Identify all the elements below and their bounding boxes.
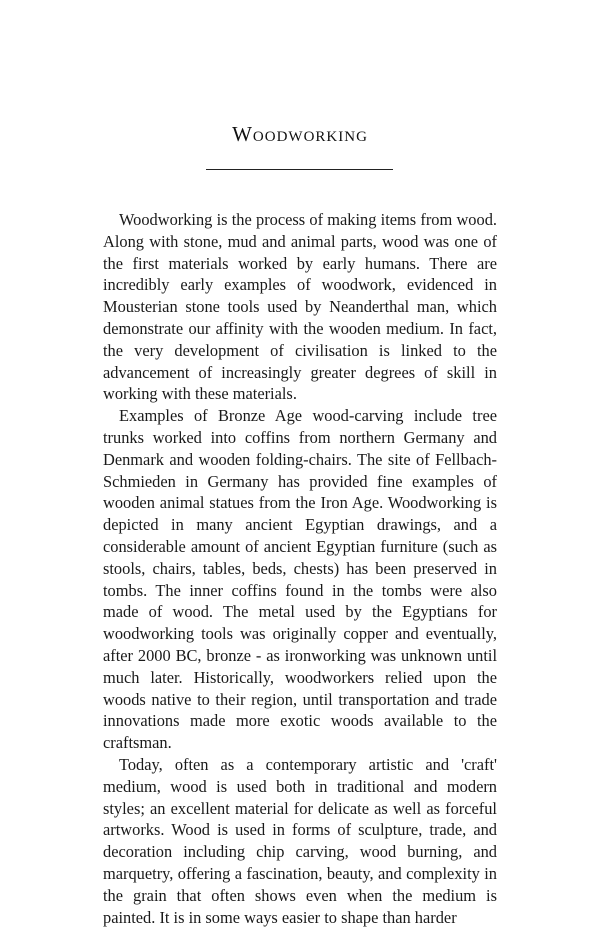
paragraph: Woodworking is the process of making items from wood. Along with stone, mud and animal parts, wood was one of the first materials worked by early humans. There are incredibly early examples of woodwork, evidenced in Mousterian stone tools used by Neanderthal man, which demonstrate our affinity with the wooden medium. In fact, the very development of civilisation is linked to the advancement of increasingly greater degrees of skill in working with these materials. (103, 210, 497, 404)
chapter-title: Woodworking (232, 122, 368, 146)
title-divider (206, 169, 393, 170)
paragraph: Today, often as a contemporary artistic and 'craft' medium, wood is used both in traditional and modern styles; an excellent material for delicate as well as forceful artworks. Wood is used in forms of sculpture, trade, and decoration including chip carving, wood burning, and marquetry, offering a fascination, beauty, and complexity in the grain that often shows even when the medium is painted. It is in some ways easier to shape than harder (103, 754, 497, 927)
paragraph: Examples of Bronze Age wood-carving include tree trunks worked into coffins from northern Germany and Denmark and wooden folding-chairs. The site of Fellbach-Schmieden in Germany has provided fine examples of wooden animal statues from the Iron Age. Woodworking is depicted in many ancient Egyptian drawings, and a considerable amount of ancient Egyptian furniture (such as stools, chairs, tables, beds, chests) has been preserved in tombs. The inner coffins found in the tombs were also made of wood. The metal used by the Egyptians for woodworking tools was originally copper and eventually, after 2000 BC, bronze - as ironworking was unknown until much later. Historically, woodworkers relied upon the woods native to their region, until transportation and trade innovations made more exotic woods available to the craftsman. (103, 406, 497, 753)
chapter-body (103, 209, 497, 928)
